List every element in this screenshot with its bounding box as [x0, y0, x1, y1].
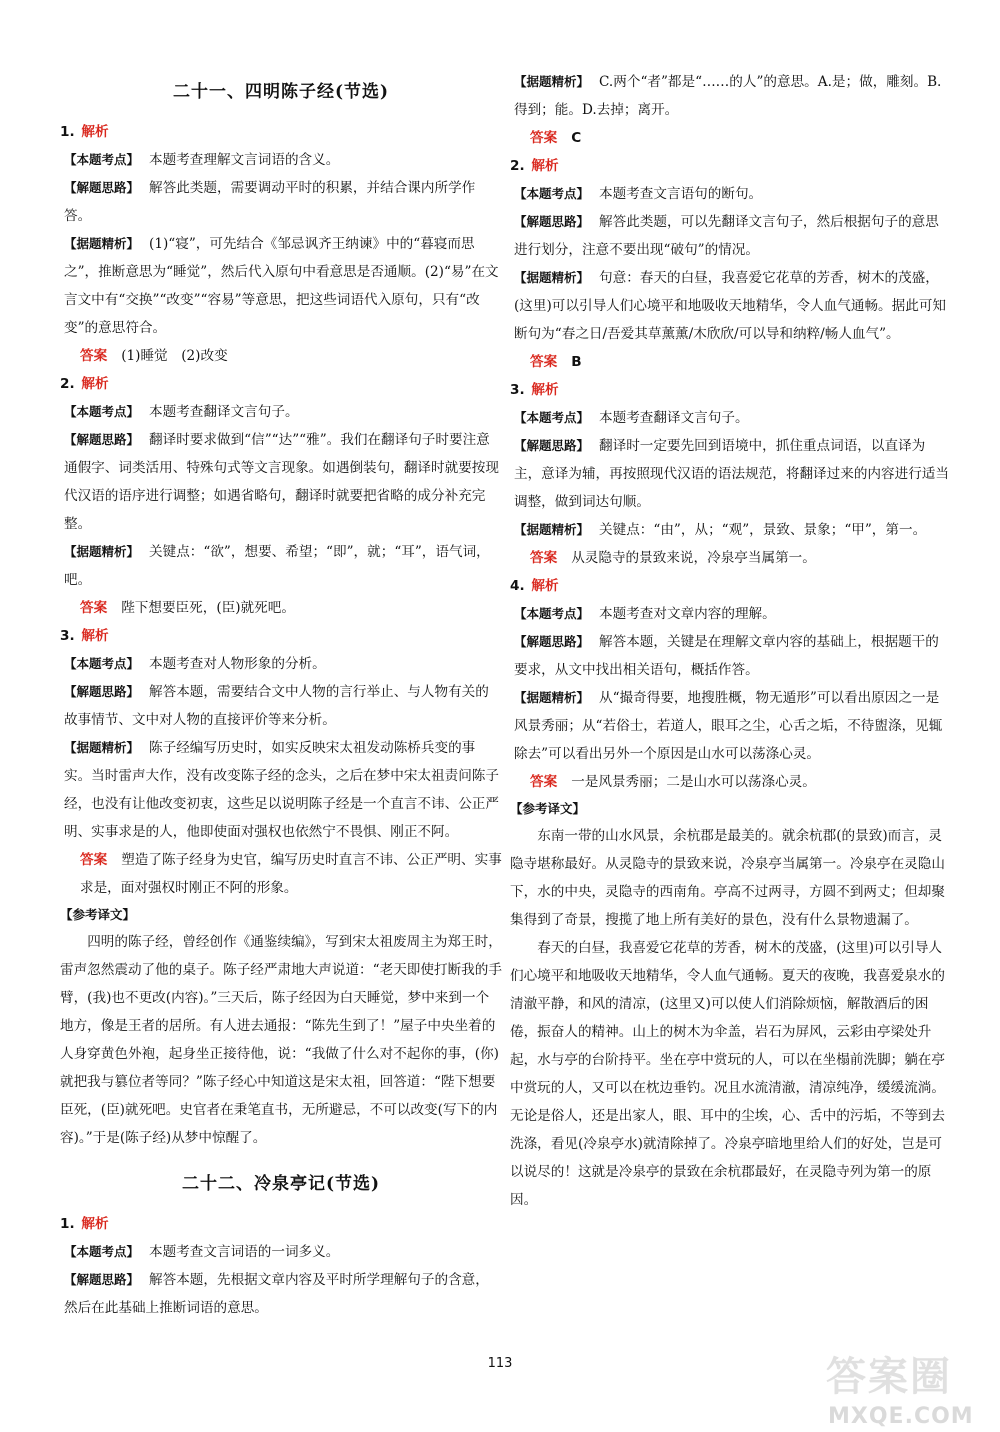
question-number: 3.	[60, 628, 75, 644]
question-header	[60, 622, 502, 650]
watermark-bottom-text: MXQE.COM	[828, 1404, 974, 1429]
analysis-label: 解析	[81, 124, 109, 140]
jingxi-tag: 【据题精析】	[514, 522, 590, 537]
silu-tag: 【解题思路】	[64, 432, 140, 447]
left-column	[60, 70, 502, 1322]
silu-tag: 【解题思路】	[64, 1272, 140, 1287]
analysis-label: 解析	[531, 382, 559, 398]
silu-text: 解答本题，先根据文章内容及平时所学理解句子的含意，然后在此基础上推断词语的意思。	[64, 1272, 489, 1316]
question-header	[510, 572, 952, 600]
jingxi-tag: 【据题精析】	[64, 544, 140, 559]
watermark-logo	[826, 1352, 996, 1430]
kaodian-tag: 【本题考点】	[64, 152, 140, 167]
silu-text: 解答本题，关键是在理解文章内容的基础上，根据题干的要求，从文中找出相关语句，概括作答。	[514, 634, 939, 678]
answer-text: 一是风景秀丽；二是山水可以荡涤心灵。	[571, 774, 816, 790]
answer-label: 答案	[80, 348, 108, 364]
jingxi-row	[64, 230, 502, 342]
answer-text: 从灵隐寺的景致来说，冷泉亭当属第一。	[571, 550, 816, 566]
kaodian-text: 本题考查理解文言词语的含义。	[149, 152, 340, 168]
answer-row	[510, 768, 952, 796]
silu-row	[514, 432, 952, 516]
reference-translation-text: 四明的陈子经，曾经创作《通鉴续编》，写到宋太祖废周主为郑王时，雷声忽然震动了他的桌子。陈子经严肃地大声说道：“老天即使打断我的手臂，(我)也不更改(内容)。”三天后，陈子经因为白天睡觉，梦中来到一个地方，像是王者的居所。有人进去通报：“陈先生到了！”屋子中央坐着的人身穿黄色外袍，起身坐正接待他，说：“我做了什么对不起你的事，(你)就把我与篡位者等同？”陈子经心中知道这是宋太祖，回答道：“陛下想要臣死，(臣)就死吧。史官者在秉笔直书，无所避忌，不可以改变(写下的内容)。”于是(陈子经)从梦中惊醒了。	[60, 934, 502, 1146]
silu-row	[64, 174, 502, 230]
silu-text: 解答此类题，需要调动平时的积累，并结合课内所学作答。	[64, 180, 476, 224]
kaodian-tag: 【本题考点】	[64, 1244, 140, 1259]
kaodian-text: 本题考查翻译文言句子。	[599, 410, 749, 426]
page-number: 113	[487, 1356, 513, 1371]
jingxi-text: (1)“寝”，可先结合《邹忌讽齐王纳谏》中的“暮寝而思之”，推断意思为“睡觉”，然后代入原句中看意思是否通顺。(2)“易”在文言文中有“交换”“改变”“容易”等意思，把这些词语代入原句，只有“改变”的意思符合。	[64, 236, 499, 336]
watermark-top-text: 答案圈	[826, 1354, 952, 1400]
answer-row	[60, 594, 502, 622]
kaodian-row	[64, 1238, 502, 1266]
kaodian-text: 本题考查对人物形象的分析。	[149, 656, 326, 672]
kaodian-tag: 【本题考点】	[514, 186, 590, 201]
answer-row	[510, 544, 952, 572]
answer-text: (1)睡觉 (2)改变	[121, 348, 228, 364]
kaodian-text: 本题考查文言语句的断句。	[599, 186, 763, 202]
jingxi-row	[514, 516, 952, 544]
question-number: 3.	[510, 382, 525, 398]
reference-translation-paragraph: 东南一带的山水风景，余杭郡是最美的。就余杭郡(的景致)而言，灵隐寺堪称最好。从灵隐寺的景致来说，冷泉亭当属第一。冷泉亭在灵隐山下，水的中央，灵隐寺的西南角。亭高不过两寻，方圆不到两丈；但却聚集得到了奇景，搜揽了地上所有美好的景色，没有什么景物遗漏了。	[510, 828, 945, 928]
answer-row	[510, 124, 952, 152]
silu-row	[64, 426, 502, 538]
question-header	[60, 370, 502, 398]
silu-row	[64, 1266, 502, 1322]
kaodian-tag: 【本题考点】	[514, 410, 590, 425]
jingxi-text: 句意：春天的白昼，我喜爱它花草的芳香，树木的茂盛，(这里)可以引导人们心境平和地吸收天地精华，令人血气通畅。据此可知断句为“春之日/吾爱其草薰薰/木欣欣/可以导和纳粹/畅人血气”。	[514, 270, 947, 342]
answer-text: 塑造了陈子经身为史官，编写历史时直言不讳、公正严明、实事求是，面对强权时刚正不阿的形象。	[80, 852, 502, 896]
silu-tag: 【解题思路】	[64, 684, 140, 699]
jingxi-text: 关键点：“欲”，想要、希望；“即”，就；“耳”，语气词，吧。	[64, 544, 490, 588]
kaodian-row	[514, 600, 952, 628]
silu-row	[64, 678, 502, 734]
right-column	[510, 68, 952, 1214]
jingxi-row	[514, 68, 952, 124]
kaodian-row	[64, 398, 502, 426]
kaodian-row	[64, 146, 502, 174]
answer-label: 答案	[80, 600, 108, 616]
jingxi-tag: 【据题精析】	[64, 236, 140, 251]
question-header	[510, 152, 952, 180]
answer-row	[60, 846, 502, 902]
jingxi-text: C.两个“者”都是“……的人”的意思。A.是；做，雕刻。B.得到；能。D.去掉；离开。	[514, 74, 942, 118]
jingxi-row	[64, 734, 502, 846]
kaodian-row	[514, 180, 952, 208]
jingxi-tag: 【据题精析】	[514, 270, 590, 285]
reference-translation-tag: 【参考译文】	[510, 801, 586, 816]
jingxi-text: 陈子经编写历史时，如实反映宋太祖发动陈桥兵变的事实。当时雷声大作，没有改变陈子经的念头，之后在梦中宋太祖责问陈子经，也没有让他改变初衷，这些足以说明陈子经是一个直言不讳、公正严明、实事求是的人，他即使面对强权也依然宁不畏惧、刚正不阿。	[64, 740, 499, 840]
analysis-label: 解析	[81, 628, 109, 644]
silu-text: 解答本题，需要结合文中人物的言行举止、与人物有关的故事情节、文中对人物的直接评价等来分析。	[64, 684, 489, 728]
silu-text: 翻译时一定要先回到语境中，抓住重点词语，以直译为主，意译为辅，再按照现代汉语的语法规范，将翻译过来的内容进行适当调整，做到词达句顺。	[514, 438, 949, 510]
jingxi-tag: 【据题精析】	[514, 690, 590, 705]
reference-translation-paragraph: 春天的白昼，我喜爱它花草的芳香，树木的茂盛，(这里)可以引导人们心境平和地吸收天地精华，令人血气通畅。夏天的夜晚，我喜爱泉水的清澈平静，和风的清凉，(这里又)可以使人们消除烦恼，解散酒后的困倦，振奋人的精神。山上的树木为伞盖，岩石为屏风，云彩由亭梁处升起，水与亭的台阶持平。坐在亭中赏玩的人，可以在坐榻前洗脚；躺在亭中赏玩的人，又可以在枕边垂钓。况且水流清澈，清凉纯净，缓缓流淌。无论是俗人，还是出家人，眼、耳中的尘埃，心、舌中的污垢，不等到去洗涤，看见(冷泉亭水)就清除掉了。冷泉亭暗地里给人们的好处，岂是可以说尽的！这就是冷泉亭的景致在余杭郡最好，在灵隐寺列为第一的原因。	[510, 940, 945, 1208]
kaodian-row	[64, 650, 502, 678]
question-number: 2.	[510, 158, 525, 174]
reference-translation-tag: 【参考译文】	[60, 907, 136, 922]
answer-label: 答案	[530, 130, 558, 146]
question-header	[510, 376, 952, 404]
jingxi-text: 从“撮奇得要，地搜胜概，物无遁形”可以看出原因之一是风景秀丽；从“若俗士，若道人，眼耳之尘，心舌之垢，不待盥涤，见辄除去”可以看出另外一个原因是山水可以荡涤心灵。	[514, 690, 943, 762]
answer-label: 答案	[530, 774, 558, 790]
kaodian-text: 本题考查文言词语的一词多义。	[149, 1244, 340, 1260]
silu-tag: 【解题思路】	[514, 214, 590, 229]
jingxi-tag: 【据题精析】	[64, 740, 140, 755]
answer-label: 答案	[530, 550, 558, 566]
silu-text: 翻译时要求做到“信”“达”“雅”。我们在翻译句子时要注意通假字、词类活用、特殊句式等文言现象。如遇倒装句，翻译时就要按现代汉语的语序进行调整；如遇省略句，翻译时就要把省略的成分补充完整。	[64, 432, 499, 532]
silu-tag: 【解题思路】	[514, 634, 590, 649]
answer-row	[510, 348, 952, 376]
silu-row	[514, 208, 952, 264]
question-number: 2.	[60, 376, 75, 392]
answer-text: C	[571, 130, 582, 146]
question-header	[60, 118, 502, 146]
analysis-label: 解析	[81, 376, 109, 392]
silu-tag: 【解题思路】	[64, 180, 140, 195]
silu-tag: 【解题思路】	[514, 438, 590, 453]
section-title: 二十二、冷泉亭记(节选)	[181, 1174, 381, 1194]
kaodian-text: 本题考查对文章内容的理解。	[599, 606, 776, 622]
kaodian-text: 本题考查翻译文言句子。	[149, 404, 299, 420]
jingxi-row	[64, 538, 502, 594]
question-number: 1.	[60, 124, 75, 140]
question-number: 1.	[60, 1216, 75, 1232]
answer-label: 答案	[530, 354, 558, 370]
kaodian-tag: 【本题考点】	[64, 656, 140, 671]
analysis-label: 解析	[81, 1216, 109, 1232]
silu-row	[514, 628, 952, 684]
analysis-label: 解析	[531, 578, 559, 594]
kaodian-tag: 【本题考点】	[64, 404, 140, 419]
kaodian-tag: 【本题考点】	[514, 606, 590, 621]
question-number: 4.	[510, 578, 525, 594]
analysis-label: 解析	[531, 158, 559, 174]
jingxi-tag: 【据题精析】	[514, 74, 590, 89]
section-title: 二十一、四明陈子经(节选)	[172, 82, 390, 102]
kaodian-row	[514, 404, 952, 432]
jingxi-text: 关键点：“由”，从；“观”，景致、景象；“甲”，第一。	[599, 522, 927, 538]
answer-text: B	[571, 354, 582, 370]
jingxi-row	[514, 264, 952, 348]
answer-row	[60, 342, 502, 370]
question-header	[60, 1210, 502, 1238]
jingxi-row	[514, 684, 952, 768]
answer-text: 陛下想要臣死，(臣)就死吧。	[121, 600, 295, 616]
silu-text: 解答此类题，可以先翻译文言句子，然后根据句子的意思进行划分，注意不要出现“破句”的情况。	[514, 214, 939, 258]
answer-label: 答案	[80, 852, 108, 868]
